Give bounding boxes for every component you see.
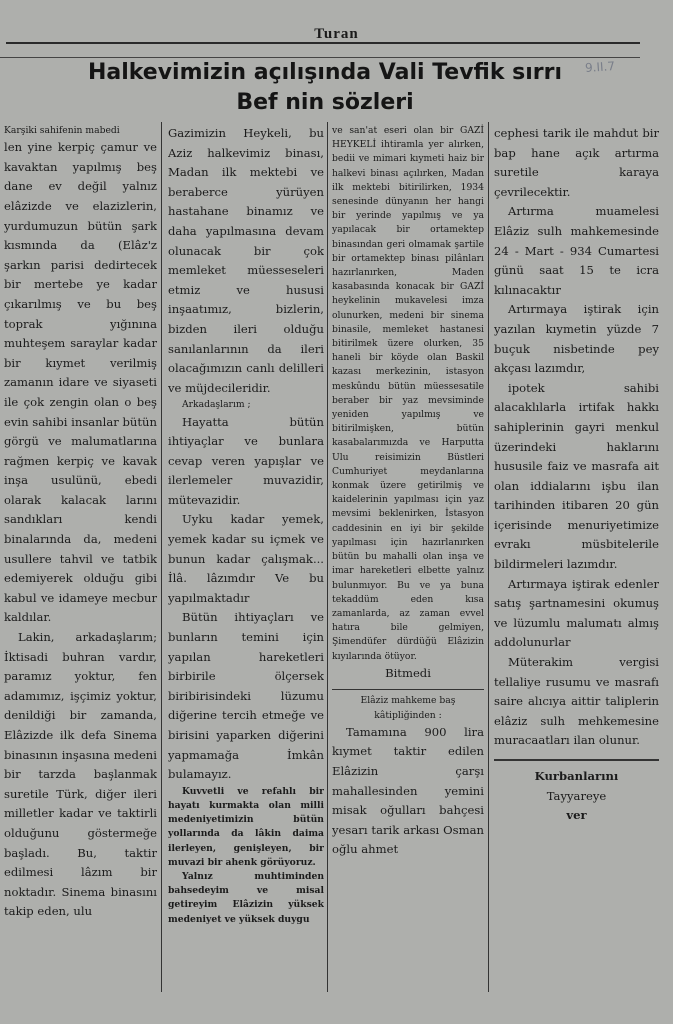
section-divider bbox=[494, 759, 659, 761]
court-notice-body: Tamamına 900 lira kıymet taktir edilen Elâzizin çarşı mahallesinden yemini misak oğulları bahçesi yesarı tarik arkası Osman oğlu ahmet bbox=[332, 724, 484, 857]
masthead: Turan bbox=[314, 26, 359, 42]
column-divider bbox=[488, 122, 489, 992]
court-notice-heading: Elâziz mahkeme baş kâtipliğinden : bbox=[360, 695, 456, 721]
column-3-paragraph: ve san'at eseri olan bir GAZİ HEYKELİ ihtiramla yer alırken, bedii ve mimari kıymeti haiz bir halkevi binası açılırken, Madan ilk mektebi bitirilirken, 1934 senesinde dünyanın her hangi bir yerinde yapılmış ve ya yapılacak bir ortamektep binasından geri olmamak şartile bir ortamektep binası pilânları hazırlanırken, Maden kasabasında konacak bir GAZİ heykelinin mukavelesi imza olunurken, medeni bir sinema binasile, memleket hastanesi bitirilmek üzere olurken, 35 haneli bir köyde olan Baskil kazası merkezinin, istasyon meskûndu bütün müessesatile beraber bir yaz mevsiminde yeniden yapılmış ve bitirilmişken, bütün kasabalarımızda ve Harputta Ulu reisimizin Büstleri Cumhuriyet meydanlarına konmak üzere getirilmiş ve kaidelerinin yapılması için yaz mevsimi beklenirken, İstasyon caddesinin en iyi bir şekilde yapılması için hazırlanırken bütün bu mahalli olan inşa ve imar hareketleri elbette yalnız bulunmıyor. Bu ve ya buna tekaddüm eden kısa zamanlarda, az zaman evvel hatıra bile gelmiyen, Şimendüfer dürdüğü Elâzizin kıyılarında ötüyor. bbox=[332, 125, 484, 662]
column-2-paragraph: Uyku kadar yemek, yemek kadar su içmek ve bunun kadar çalışmak... İlâ. lâzımdır Ve bu yapılmaktadır bbox=[168, 512, 324, 605]
ad-line: Kurbanlarını bbox=[534, 769, 619, 783]
column-2-paragraph: Yalnız muhtiminden bahsedeyim ve misal getireyim Elâzizin yüksek medeniyet ve yüksek duygu bbox=[168, 871, 324, 925]
column-4-paragraph: ipotek sahibi alacaklılarla irtifak hakkı sahiplerinin gayri menkul üzerindeki haklarını hususile faiz ve masrafa ait olan iddialarını işbu ilan tarihinden itibaren 20 gün içerisinde menuriyetimize evrakı müsbitelerile bildirmeleri lazımdır. bbox=[494, 380, 659, 572]
column-1-lead: Karşiki sahifenin mabedi bbox=[4, 125, 120, 136]
continued-note: Bitmedi bbox=[385, 665, 431, 680]
ad-line: ver bbox=[566, 808, 587, 823]
column-1-paragraph: Lakin, arkadaşlarım; İktisadi buhran vardır, paramız yoktur, fen adamımız, işçimiz yoktur, denildiği bir zamanda, Elâzizde ilk defa Sinema binasının inşasına medeni bir tarzda başlanmak suretile Türk, diğer ileri milletler kadar ve taktirli olduğunu göstermeğe başladı. Bu, taktir edilmesi lâzım bir noktadır. Sinema binasını takip eden, ulu bbox=[4, 630, 157, 919]
column-divider bbox=[327, 122, 328, 992]
column-4-paragraph: cephesi tarik ile mahdut bir bap hane açık artırma suretile karaya çevrilecektir. bbox=[494, 126, 659, 199]
column-2 bbox=[168, 124, 324, 1004]
column-4 bbox=[494, 124, 659, 1004]
headline-line1: Halkevimizin açılışında Vali Tevfik sırrı bbox=[87, 60, 563, 85]
column-1 bbox=[4, 124, 157, 1004]
headline bbox=[20, 58, 630, 118]
salutation: Arkadaşlarım ; bbox=[182, 399, 251, 411]
column-4-paragraph: Artırma muamelesi Elâziz sulh mahkemesinde 24 - Mart - 934 Cumartesi günü saat 15 te icra kılınacaktır bbox=[494, 204, 659, 297]
column-2-paragraph: Hayatta bütün ihtiyaçlar ve bunlara cevap veren yapışlar ve ilerlemeler muvazidir, mütevazidir. bbox=[168, 414, 324, 507]
column-3 bbox=[332, 124, 484, 1004]
headline-line2: Bef nin sözleri bbox=[236, 90, 414, 115]
ad-line: Tayyareye bbox=[546, 788, 607, 803]
column-divider bbox=[161, 122, 162, 992]
column-2-paragraph: Bütün ihtiyaçları ve bunların temini için yapılan hareketleri birbirile ölçersek biribirisindeki lüzumu diğerine tercih etmeğe ve birisini yaparken diğerini yapmamağa İmkân bulamayız. bbox=[168, 610, 324, 782]
column-4-paragraph: Müterakim vergisi tellaliye rusumu ve masrafı saire alıcıya aittir taliplerin elâziz sulh mehkemesine muracaatları ilan olunur. bbox=[494, 655, 659, 748]
column-4-paragraph: Artırmaya iştirak edenler satış şartnamesini okumuş ve lüzumlu malumatı almış addolunurlar bbox=[494, 576, 659, 650]
handwritten-note: 9.II.7 bbox=[584, 58, 616, 76]
column-2-paragraph: Kuvvetli ve refahlı bir hayatı kurmakta olan milli medeniyetimizin bütün yollarında da lâkin daima ilerleyen, genişleyen, bir muvazi bir ahenk görüyoruz. bbox=[168, 785, 324, 868]
section-divider bbox=[332, 689, 484, 690]
column-1-paragraph: len yine kerpiç çamur ve kavaktan yapılmış beş dane ev değil yalnız elâzizde ve elazizlerin, yurdumuzun bütün şark kısmında da (Elâz'z şarkın parisi dedirtecek bir mertebe ye kadar çıkarılmış ve bu beş toprak yığınına muhteşem saraylar kadar bir kıymet verilmiş zamanın idare ve siyaseti ile çok zengin olan o beş evin sahibi insanlar bütün görgü ve malumatlarına rağmen kerpiç ve kavak inşa usulünü, ebedi olarak kalacak larını sandıkları kendi binalarında da, medeni usullere tahvil ve tatbik edemiyerek olduğu gibi kabul ve idameye mecbur kaldılar. bbox=[4, 140, 157, 625]
top-rule bbox=[6, 42, 640, 44]
column-4-paragraph: Artırmaya iştirak için yazılan kıymetin yüzde 7 buçuk nisbetinde pey akçası lazımdır, bbox=[494, 302, 659, 376]
column-2-paragraph: Gazimizin Heykeli, bu Aziz halkevimiz binası, Madan ilk mektebi ve beraberce yürüyen hastahane binamız ve daha yapılmasına devam olunacak bir çok memleket müesseseleri etmiz ve hususi inşaatımız, bizlerin, bizden ileri olduğu sanılanlarının da ileri olacağımızın canlı delilleri ve müjdecileridir. bbox=[168, 126, 324, 395]
